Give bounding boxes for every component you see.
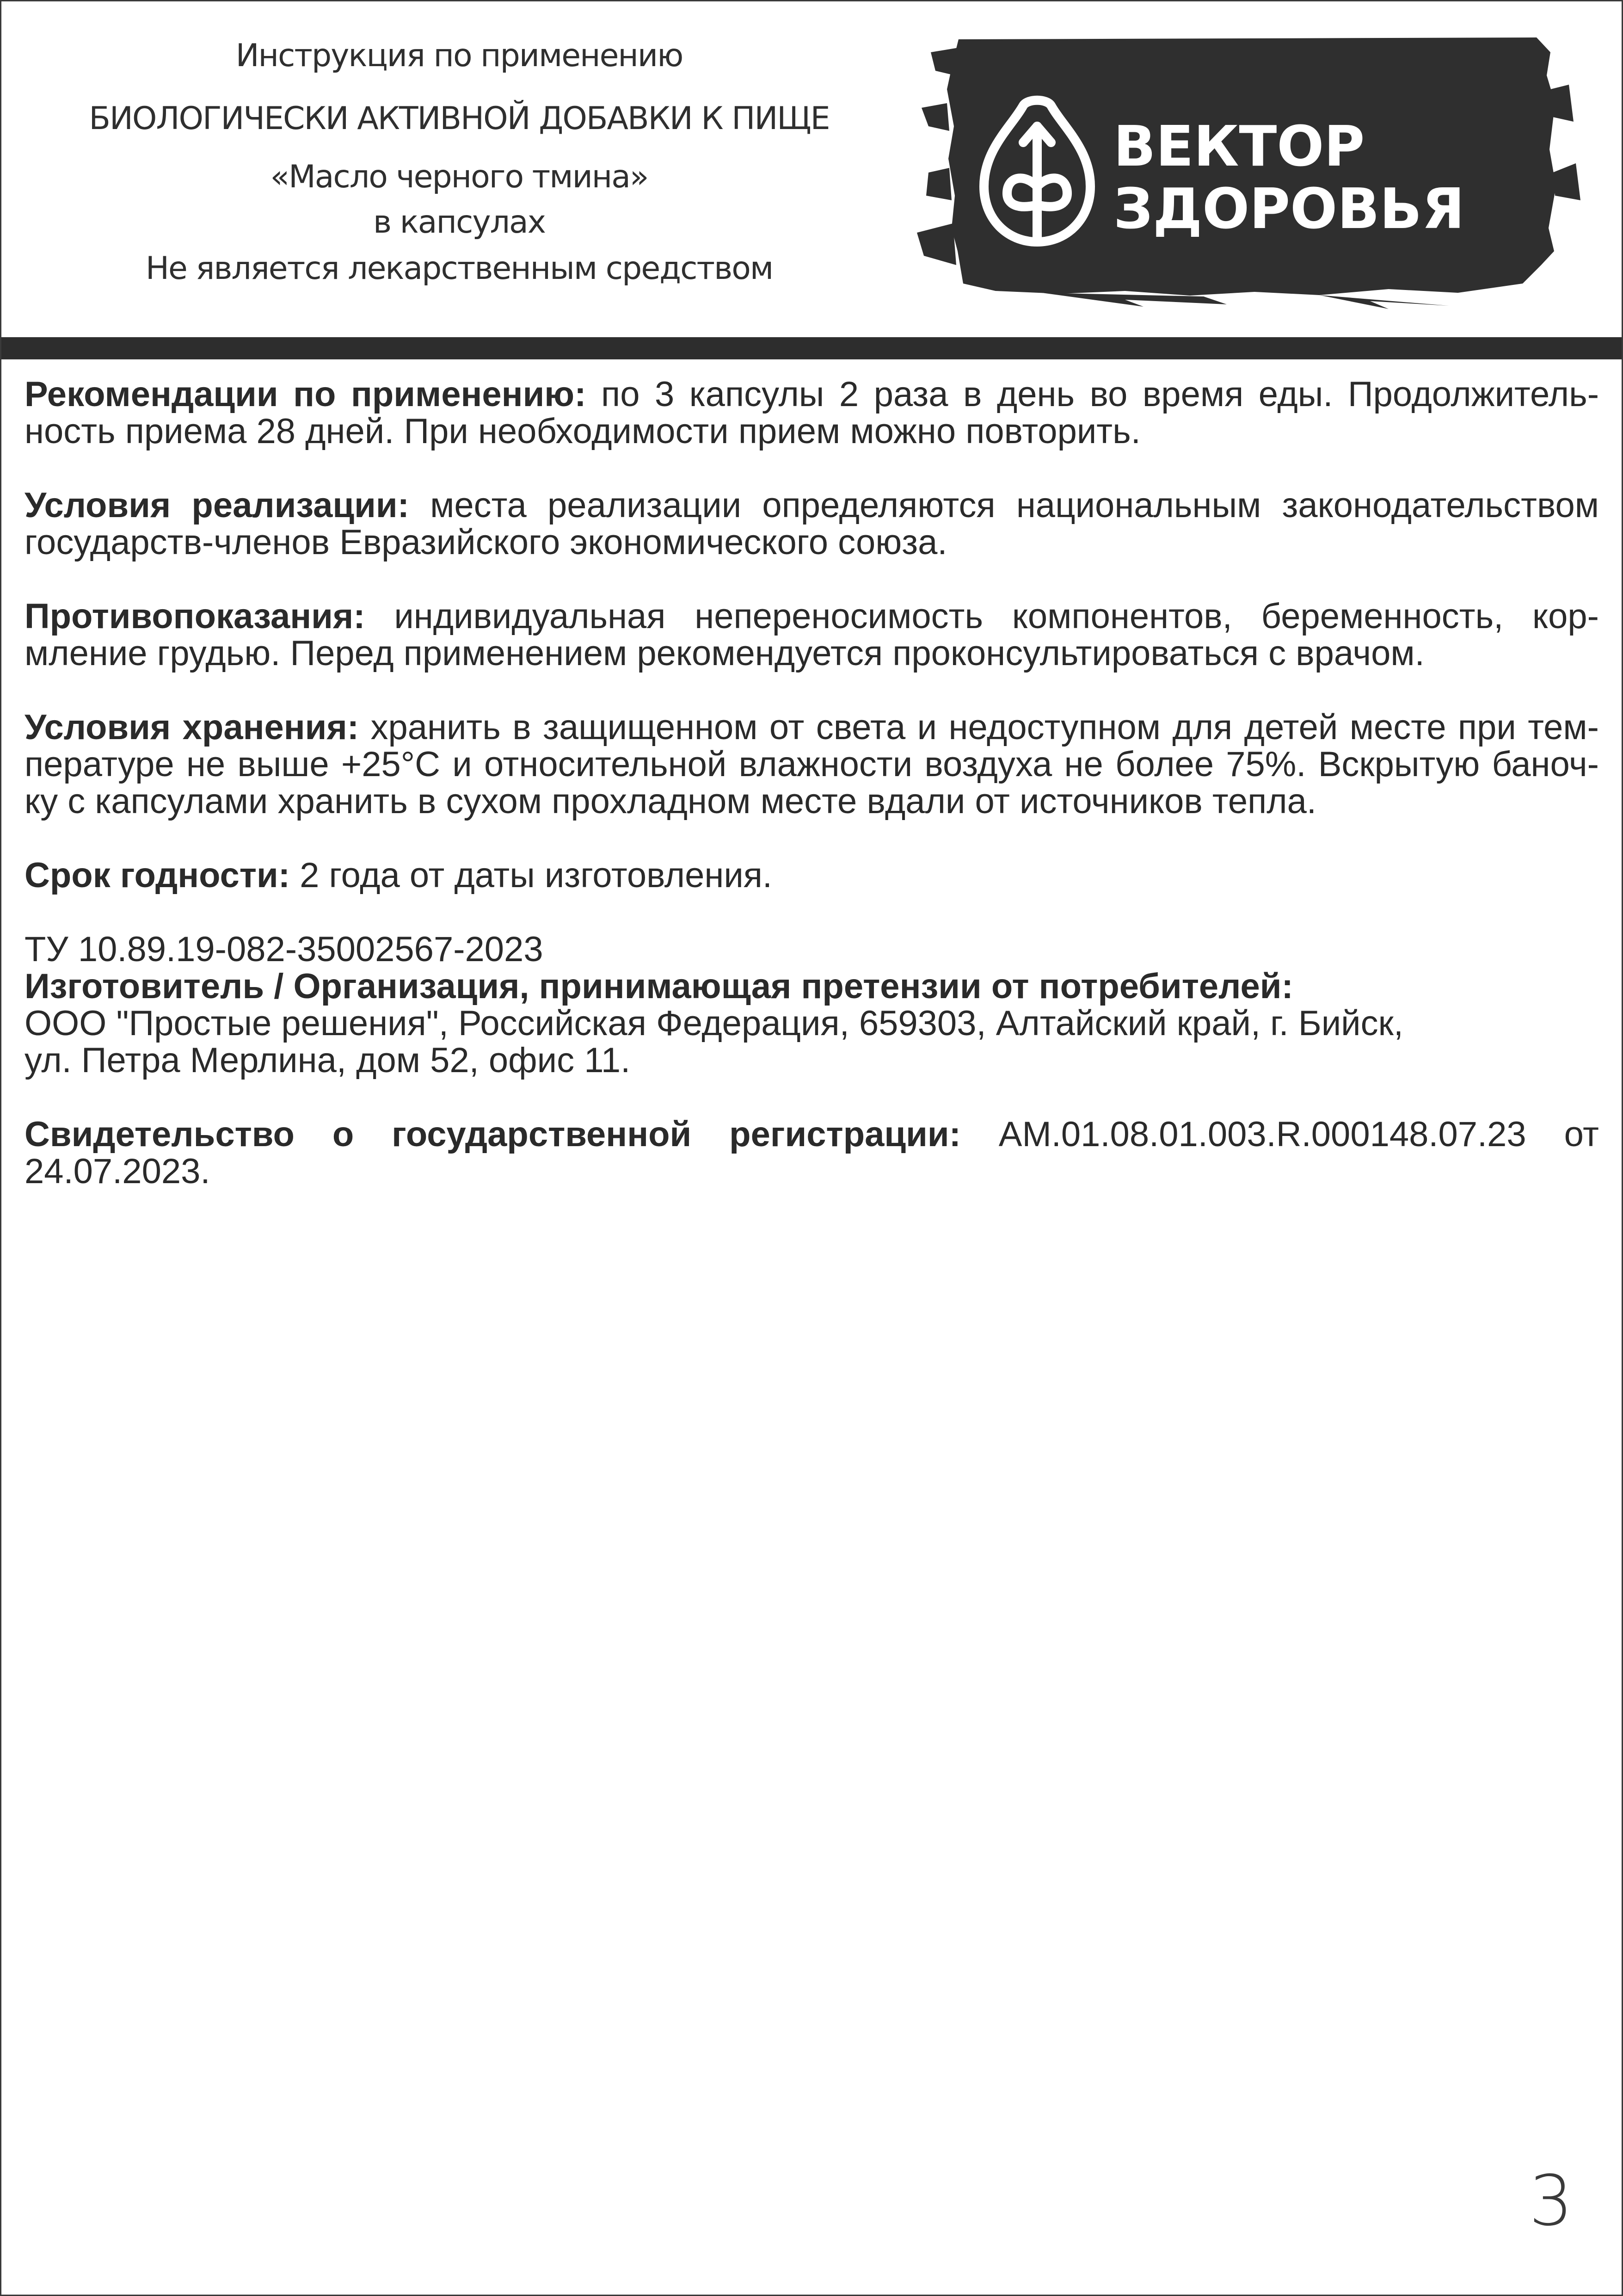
storage-label: Условия хранения:	[25, 708, 359, 747]
header-line-form: в капсулах	[373, 204, 545, 241]
registration-text: АМ.01.08.01.003.R.000148.07.23 от 24.07.2023.	[25, 1115, 1599, 1191]
header-title-block	[20, 29, 898, 292]
registration-section	[25, 1116, 1599, 1190]
sale-conditions-text: места реализации определяются национальным законодательством государств-членов Евразийского экономического союза.	[25, 486, 1599, 562]
manufacturer-label: Изготовитель / Организация, принимающая претензии от потребителей:	[25, 967, 1293, 1006]
header-line-instruction: Инструкция по применению	[235, 37, 683, 74]
recommendations-section	[25, 376, 1599, 450]
storage-section	[25, 709, 1599, 820]
instruction-body	[25, 376, 1599, 1227]
contraindications-label: Противопоказания:	[25, 597, 365, 636]
storage-text: хранить в защищенном от света и недоступном для детей месте при тем-пературе не выше +25°С и относительной влажности воздуха не более 75%. Вскрытую баноч-ку с капсулами хранить в сухом прохладном месте вдали от источников тепла.	[25, 708, 1599, 821]
page-number: 3	[1529, 2161, 1573, 2241]
registration-label: Свидетельство о государственной регистрации:	[25, 1115, 961, 1154]
shelf-life-text: 2 года от даты изготовления.	[290, 856, 773, 895]
header-line-disclaimer: Не является лекарственным средством	[145, 250, 773, 287]
technical-specification: ТУ 10.89.19-082-35002567-2023	[25, 930, 543, 969]
manufacturer-section	[25, 931, 1599, 1079]
recommendations-text: по 3 капсулы 2 раза в день во время еды. Продолжитель-ность приема 28 дней. При необходимости прием можно повторить.	[25, 375, 1599, 451]
header	[1, 1, 1622, 334]
logo-text-line2: ЗДОРОВЬЯ	[1113, 177, 1465, 241]
contraindications-text: индивидуальная непереносимость компонентов, беременность, кор-мление грудью. Перед применением рекомендуется проконсультироваться с врачом.	[25, 597, 1599, 673]
recommendations-label: Рекомендации по применению:	[25, 375, 586, 414]
sale-conditions-section	[25, 487, 1599, 561]
shelf-life-section	[25, 857, 1599, 894]
header-line-product-name: «Масло черного тмина»	[270, 159, 648, 195]
shelf-life-label: Срок годности:	[25, 856, 290, 895]
contraindications-section	[25, 598, 1599, 672]
header-divider	[1, 337, 1622, 359]
manufacturer-address-line2: ул. Петра Мерлина, дом 52, офис 11.	[25, 1041, 631, 1080]
logo-text-line1: ВЕКТОР	[1113, 115, 1365, 179]
header-line-product-type: БИОЛОГИЧЕСКИ АКТИВНОЙ ДОБАВКИ К ПИЩЕ	[89, 100, 830, 137]
sale-conditions-label: Условия реализации:	[25, 486, 409, 525]
manufacturer-address-line1: ООО "Простые решения", Российская Федерация, 659303, Алтайский край, г. Бийск,	[25, 1004, 1403, 1043]
brand-logo	[903, 34, 1592, 311]
